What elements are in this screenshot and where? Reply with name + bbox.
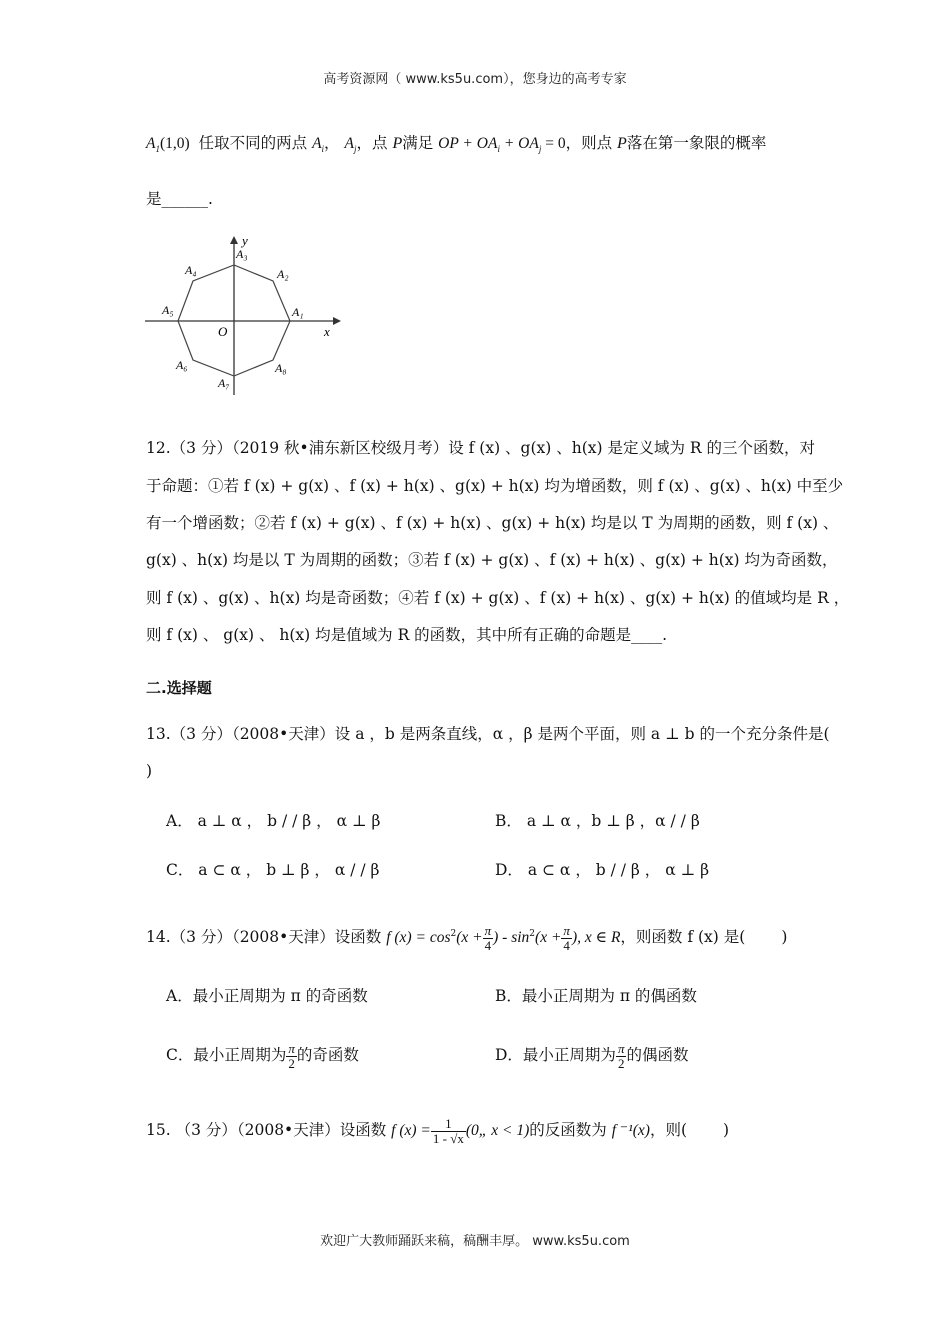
label-A3: A₃	[236, 247, 248, 261]
page-header: 高考资源网（ www.ks5u.com），您身边的高考专家	[323, 72, 627, 87]
label-A4: A₄	[185, 263, 197, 277]
label-A8: A₈	[275, 361, 287, 375]
section-title: 二.选择题	[146, 679, 212, 697]
q14-option-c[interactable]: C．最小正周期为 $\frac{\pi}{2}$ 的奇函数	[166, 1041, 359, 1071]
q14-option-d[interactable]: D．最小正周期为 $\frac{\pi}{2}$ 的偶函数	[495, 1041, 689, 1071]
q12-line3: 有一个增函数；②若 f (x) + g(x) 、f (x) + h(x) 、g(x) + h(x) 均是以 T 为周期的函数，则 f (x) 、	[146, 514, 839, 532]
label-A5: A₅	[162, 303, 174, 317]
page-footer: 欢迎广大教师踊跃来稿，稿酬丰厚。 www.ks5u.com	[320, 1234, 630, 1249]
label-y: y	[242, 233, 248, 248]
q13-option-b[interactable]: B． a ⊥ α ，b ⊥ β ，α / / β	[495, 812, 700, 830]
label-A2: A₂	[277, 267, 289, 281]
octagon-figure	[140, 228, 350, 398]
label-origin: O	[218, 324, 228, 339]
label-A6: A₆	[176, 358, 188, 372]
q12-line1: 12.（3 分）（2019 秋•浦东新区校级月考）设 f (x) 、g(x) 、h(x) 是定义域为 R 的三个函数，对	[146, 439, 816, 457]
q13-option-d[interactable]: D． a ⊂ α ， b / / β ， α ⊥ β	[495, 861, 710, 879]
q13-option-c[interactable]: C． a ⊂ α ， b ⊥ β ， α / / β	[166, 861, 380, 879]
q13-option-a[interactable]: A． a ⊥ α ， b / / β ， α ⊥ β	[166, 812, 381, 830]
label-A7: A₇	[218, 376, 230, 390]
label-x: x	[324, 324, 330, 339]
q12-line6: 则 f (x) 、 g(x) 、 h(x) 均是值域为 R 的函数，其中所有正确的命题是____.	[146, 626, 668, 644]
q14-option-b[interactable]: B．最小正周期为 π 的偶函数	[495, 987, 697, 1005]
q12-line2: 于命题：①若 f (x) + g(x) 、f (x) + h(x) 、g(x) + h(x) 均为增函数，则 f (x) 、g(x) 、h(x) 中至少	[146, 477, 844, 495]
q11-line2: 是______.	[146, 190, 213, 208]
q13-stem-close: )	[146, 762, 153, 780]
x-axis-arrow	[333, 317, 341, 325]
q12-line5: 则 f (x) 、g(x) 、h(x) 均是奇函数；④若 f (x) + g(x) 、f (x) + h(x) 、g(x) + h(x) 的值域均是 R ，	[146, 589, 850, 607]
q11-line1: $A_1(1,0)$ 任取不同的两点 $A_i$， $A_j$，点 P满足 OP + $OA_i + OA_j = 0$，则点 P落在第一象限的概率	[146, 134, 767, 155]
y-axis-arrow	[230, 236, 238, 244]
q13-stem: 13.（3 分）（2008•天津）设 a ，b 是两条直线，α ，β 是两个平面，则 a ⊥ b 的一个充分条件是(	[146, 725, 830, 743]
q14-stem: 14.（3 分）（2008•天津）设函数 f $(x) = \cos^2(x$ + $\frac{\pi}{4}$ ) - $\sin^2(x$ + $\frac{\pi}{4}$ ), x ∈ R，则函数 f (x) 是( )	[146, 923, 788, 953]
q14-option-a[interactable]: A．最小正周期为 π 的奇函数	[166, 987, 368, 1005]
label-A1: A₁	[292, 305, 304, 319]
q12-line4: g(x) 、h(x) 均是以 T 为周期的函数；③若 f (x) + g(x) 、f (x) + h(x) 、g(x) + h(x) 均为奇函数，	[146, 551, 838, 569]
q15-stem: 15. （3 分）（2008•天津）设函数 f (x) = $\frac{1}{1 - √x}$ (0„ x < 1)的反函数为 f ⁻¹(x)，则( )	[146, 1116, 730, 1146]
